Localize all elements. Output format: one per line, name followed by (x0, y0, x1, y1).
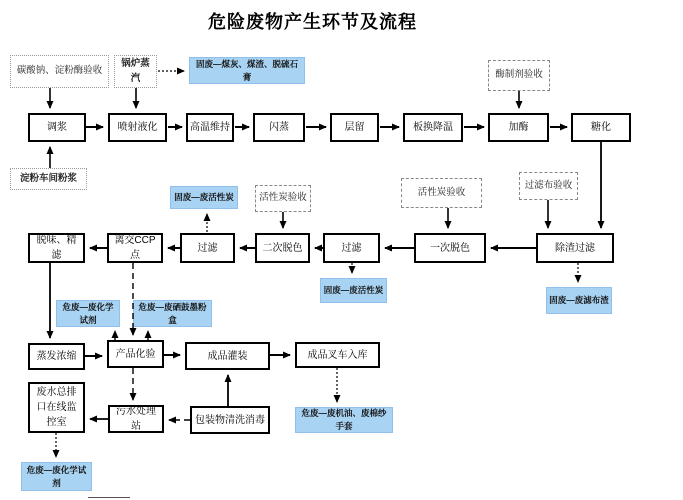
process-forklift-warehousing: 成品叉车入库 (295, 342, 380, 368)
process-jet-liquefaction: 喷射液化 (108, 113, 167, 142)
process-filter-a: 过滤 (180, 233, 235, 263)
process-filter-b: 过滤 (323, 233, 380, 263)
process-slag-removal-filter: 除渣过滤 (536, 233, 614, 263)
process-plate-cooling: 板换降温 (403, 113, 463, 142)
process-primary-decolor: 一次脱色 (414, 233, 486, 263)
process-sewage-station: 污水处理站 (108, 405, 164, 433)
input-filter-cloth-acceptance: 过滤布验收 (519, 172, 578, 200)
hazardous-waste-toner-cartridge-label: 危废—废硒鼓墨粉盒 (133, 300, 212, 327)
process-saccharification: 糖化 (571, 113, 631, 142)
process-product-testing: 产品化验 (107, 340, 164, 368)
process-flash-evaporation: 闪蒸 (253, 113, 305, 142)
input-activated-carbon-acceptance-2: 活性炭验收 (401, 178, 482, 208)
process-deodor-fine-filter: 脱味、精滤 (28, 233, 85, 263)
input-activated-carbon-acceptance-1: 活性炭验收 (255, 185, 311, 212)
process-packaging-washing: 包装物清洗消毒 (190, 406, 270, 434)
hazardous-waste-chemical-reagent-label-2: 危废—废化学试剂 (21, 462, 92, 491)
hazardous-waste-chemical-reagent-label-1: 危废—废化学试剂 (56, 300, 120, 327)
input-starch-workshop-slurry: 淀粉车间粉浆 (10, 168, 87, 190)
process-finished-filling: 成品灌装 (185, 342, 270, 370)
process-secondary-decolor: 二次脱色 (255, 233, 310, 263)
process-add-enzyme: 加酶 (488, 113, 549, 142)
solid-waste-spent-carbon-label-2: 固废—废活性炭 (320, 278, 387, 303)
solid-waste-coal-ash-label: 固废—煤灰、煤渣、脱硫石膏 (189, 57, 305, 84)
process-outlet-monitor-room: 废水总排口在线监控室 (28, 382, 85, 433)
process-slurry-mixing: 调浆 (28, 113, 86, 142)
input-enzyme-preparation-acceptance: 酶制剂验收 (488, 60, 550, 91)
solid-waste-filter-cloth-residue-label: 固废—废滤布渣 (546, 287, 612, 314)
input-boiler-steam: 锅炉蒸汽 (114, 55, 157, 88)
process-high-temp-hold: 高温维持 (186, 113, 234, 142)
process-ion-exchange-ccp: 离交CCP点 (107, 233, 163, 263)
input-soda-enzyme-acceptance: 碳酸钠、淀粉酶验收 (10, 55, 109, 88)
process-layer-retention: 层留 (330, 113, 379, 142)
solid-waste-spent-carbon-label-1: 固废—废活性炭 (170, 186, 238, 209)
hazardous-waste-oil-gloves-label: 危废—废机油、废棉纱手套 (295, 407, 393, 433)
page-title: 危险废物产生环节及流程 (208, 12, 417, 32)
cutoff-artifact-line (88, 497, 130, 498)
process-evaporation-concentration: 蒸发浓缩 (28, 343, 85, 370)
